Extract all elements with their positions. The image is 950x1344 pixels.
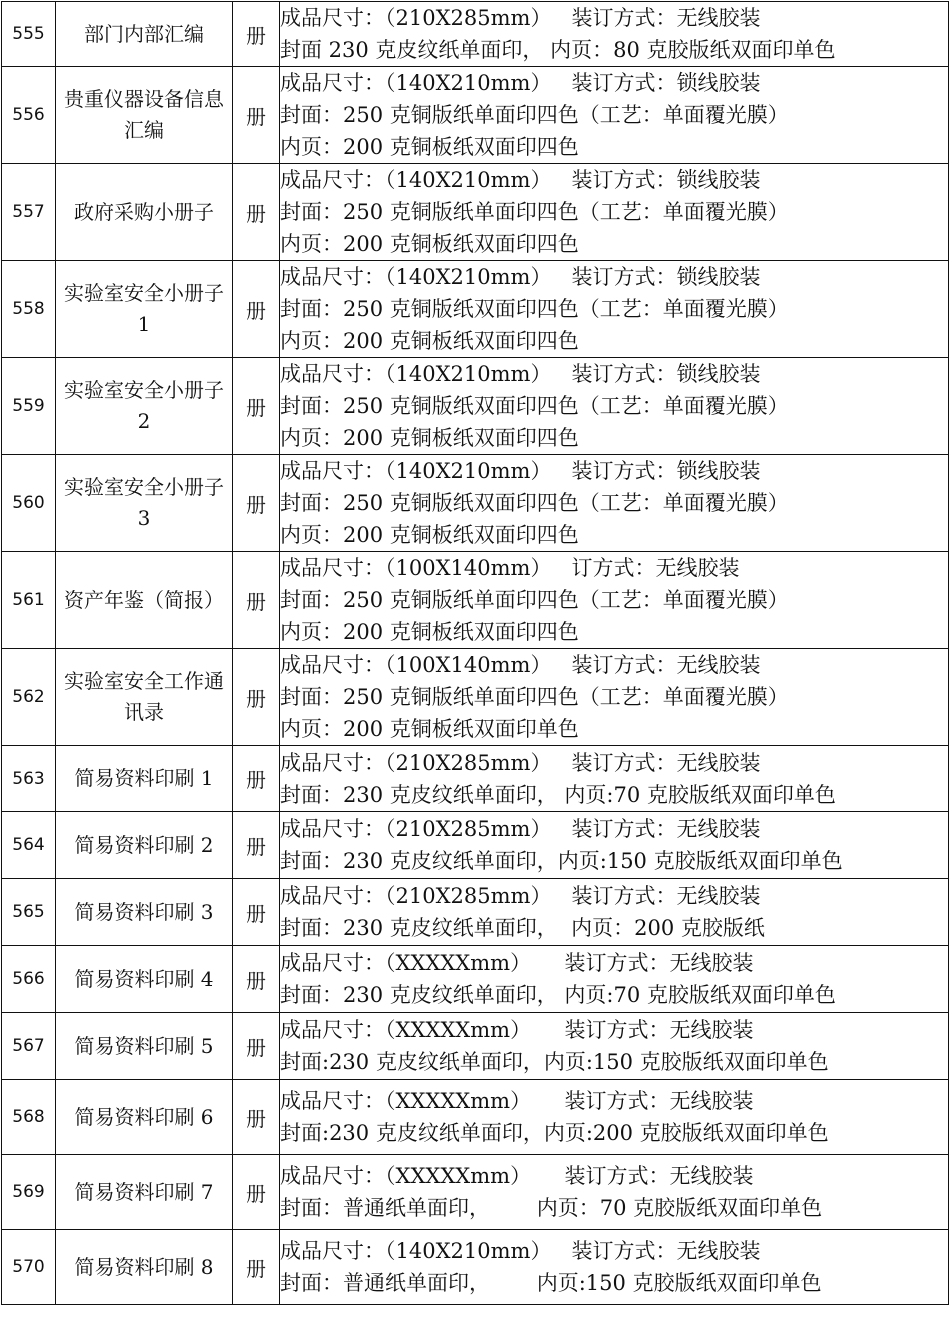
item-name: 实验室安全工作通讯录 bbox=[56, 649, 233, 746]
spec-line: 成品尺寸：（140X210mm） 装订方式：锁线胶装 bbox=[280, 459, 761, 483]
table-row bbox=[2, 946, 949, 1013]
table-row bbox=[2, 879, 949, 946]
table-row bbox=[2, 164, 949, 261]
item-unit: 册 bbox=[233, 1155, 280, 1230]
item-number: 562 bbox=[2, 649, 56, 746]
spec-line: 封面：250 克铜版纸双面印四色（工艺：单面覆光膜） bbox=[280, 297, 789, 321]
item-unit: 册 bbox=[233, 358, 280, 455]
spec-line: 封面：230 克皮纹纸单面印， 内页:70 克胶版纸双面印单色 bbox=[280, 782, 836, 807]
spec-line: 内页：200 克铜板纸双面印四色 bbox=[280, 329, 579, 353]
item-name: 实验室安全小册子 2 bbox=[56, 358, 233, 455]
item-unit: 册 bbox=[233, 1080, 280, 1155]
item-name: 简易资料印刷 7 bbox=[56, 1155, 233, 1230]
spec-line: 封面:230 克皮纹纸单面印，内页:200 克胶版纸双面印单色 bbox=[280, 1121, 829, 1145]
spec-line: 封面：普通纸单面印， 内页：70 克胶版纸双面印单色 bbox=[280, 1196, 823, 1220]
spec-line: 成品尺寸：（210X285mm） 装订方式：无线胶装 bbox=[280, 750, 761, 775]
item-name: 实验室安全小册子 1 bbox=[56, 261, 233, 358]
spec-line: 内页：200 克铜板纸双面印四色 bbox=[280, 620, 579, 644]
table-row bbox=[2, 261, 949, 358]
item-specification bbox=[280, 455, 949, 552]
table-row bbox=[2, 2, 949, 67]
item-specification bbox=[280, 746, 949, 812]
item-number: 559 bbox=[2, 358, 56, 455]
item-name: 实验室安全小册子 3 bbox=[56, 455, 233, 552]
table-row bbox=[2, 455, 949, 552]
print-spec-table bbox=[1, 1, 949, 1305]
item-unit: 册 bbox=[233, 455, 280, 552]
spec-line: 封面：250 克铜版纸单面印四色（工艺：单面覆光膜） bbox=[280, 200, 789, 224]
item-number: 565 bbox=[2, 879, 56, 946]
spec-line: 封面:230 克皮纹纸单面印，内页:150 克胶版纸双面印单色 bbox=[280, 1050, 829, 1074]
spec-line: 成品尺寸：（210X285mm） 装订方式：无线胶装 bbox=[280, 6, 761, 30]
item-number: 570 bbox=[2, 1230, 56, 1305]
item-name: 资产年鉴（简报） bbox=[56, 552, 233, 649]
spec-line: 成品尺寸：（140X210mm） 装订方式：锁线胶装 bbox=[280, 168, 761, 192]
item-number: 558 bbox=[2, 261, 56, 358]
item-specification bbox=[280, 1080, 949, 1155]
item-specification bbox=[280, 552, 949, 649]
item-number: 564 bbox=[2, 812, 56, 879]
spec-line: 成品尺寸：（XXXXXmm） 装订方式：无线胶装 bbox=[280, 1089, 754, 1113]
item-unit: 册 bbox=[233, 812, 280, 879]
spec-line: 成品尺寸：（140X210mm） 装订方式：锁线胶装 bbox=[280, 265, 761, 289]
item-unit: 册 bbox=[233, 2, 280, 67]
item-specification bbox=[280, 879, 949, 946]
item-number: 566 bbox=[2, 946, 56, 1013]
item-name: 政府采购小册子 bbox=[56, 164, 233, 261]
item-name: 简易资料印刷 1 bbox=[56, 746, 233, 812]
spec-line: 成品尺寸：（210X285mm） 装订方式：无线胶装 bbox=[280, 817, 761, 841]
table-row bbox=[2, 552, 949, 649]
table-row bbox=[2, 812, 949, 879]
item-unit: 册 bbox=[233, 552, 280, 649]
item-name: 简易资料印刷 4 bbox=[56, 946, 233, 1013]
item-unit: 册 bbox=[233, 879, 280, 946]
item-number: 563 bbox=[2, 746, 56, 812]
spec-line: 封面：普通纸单面印， 内页:150 克胶版纸双面印单色 bbox=[280, 1271, 822, 1295]
spec-line: 封面：250 克铜版纸双面印四色（工艺：单面覆光膜） bbox=[280, 394, 789, 418]
item-specification bbox=[280, 2, 949, 67]
spec-line: 成品尺寸：（XXXXXmm） 装订方式：无线胶装 bbox=[280, 1018, 754, 1042]
item-name: 简易资料印刷 3 bbox=[56, 879, 233, 946]
table-row bbox=[2, 1230, 949, 1305]
item-unit: 册 bbox=[233, 261, 280, 358]
table-row bbox=[2, 1013, 949, 1080]
item-name: 简易资料印刷 6 bbox=[56, 1080, 233, 1155]
spec-line: 成品尺寸：（210X285mm） 装订方式：无线胶装 bbox=[280, 884, 761, 908]
table-row bbox=[2, 746, 949, 812]
spec-line: 成品尺寸：（XXXXXmm） 装订方式：无线胶装 bbox=[280, 1164, 754, 1188]
item-unit: 册 bbox=[233, 67, 280, 164]
item-specification bbox=[280, 1155, 949, 1230]
item-unit: 册 bbox=[233, 946, 280, 1013]
table-row bbox=[2, 67, 949, 164]
spec-line: 封面：230 克皮纹纸单面印，内页:150 克胶版纸双面印单色 bbox=[280, 849, 843, 873]
spec-line: 内页：200 克铜板纸双面印四色 bbox=[280, 232, 579, 256]
item-specification bbox=[280, 649, 949, 746]
item-name: 部门内部汇编 bbox=[56, 2, 233, 67]
item-number: 567 bbox=[2, 1013, 56, 1080]
item-unit: 册 bbox=[233, 649, 280, 746]
spec-line: 成品尺寸：（100X140mm） 装订方式：无线胶装 bbox=[280, 653, 761, 677]
spec-line: 封面：230 克皮纹纸单面印， 内页：200 克胶版纸 bbox=[280, 916, 765, 940]
item-number: 561 bbox=[2, 552, 56, 649]
spec-line: 封面：250 克铜版纸单面印四色（工艺：单面覆光膜） bbox=[280, 588, 789, 612]
spec-line: 内页：200 克铜板纸双面印四色 bbox=[280, 426, 579, 450]
item-specification bbox=[280, 946, 949, 1013]
spec-line: 内页：200 克铜板纸双面印单色 bbox=[280, 717, 579, 741]
item-specification bbox=[280, 164, 949, 261]
table-row bbox=[2, 1080, 949, 1155]
item-name: 简易资料印刷 5 bbox=[56, 1013, 233, 1080]
spec-line: 封面：250 克铜版纸双面印四色（工艺：单面覆光膜） bbox=[280, 491, 789, 515]
spec-line: 内页：200 克铜板纸双面印四色 bbox=[280, 523, 579, 547]
item-number: 555 bbox=[2, 2, 56, 67]
item-name: 简易资料印刷 8 bbox=[56, 1230, 233, 1305]
item-number: 557 bbox=[2, 164, 56, 261]
item-specification bbox=[280, 261, 949, 358]
spec-line: 成品尺寸：（140X210mm） 装订方式：无线胶装 bbox=[280, 1239, 761, 1263]
item-number: 568 bbox=[2, 1080, 56, 1155]
item-specification bbox=[280, 1013, 949, 1080]
item-number: 569 bbox=[2, 1155, 56, 1230]
table-row bbox=[2, 649, 949, 746]
table-body bbox=[2, 2, 949, 1305]
item-specification bbox=[280, 1230, 949, 1305]
item-number: 560 bbox=[2, 455, 56, 552]
spec-line: 内页：200 克铜板纸双面印四色 bbox=[280, 135, 579, 159]
item-unit: 册 bbox=[233, 164, 280, 261]
item-specification bbox=[280, 358, 949, 455]
spec-line: 封面：250 克铜版纸单面印四色（工艺：单面覆光膜） bbox=[280, 685, 789, 709]
table-row bbox=[2, 358, 949, 455]
item-specification bbox=[280, 67, 949, 164]
spec-line: 成品尺寸：（XXXXXmm） 装订方式：无线胶装 bbox=[280, 951, 754, 975]
item-number: 556 bbox=[2, 67, 56, 164]
spec-line: 成品尺寸：（140X210mm） 装订方式：锁线胶装 bbox=[280, 362, 761, 386]
spec-line: 成品尺寸：（100X140mm） 订方式：无线胶装 bbox=[280, 556, 740, 580]
item-unit: 册 bbox=[233, 746, 280, 812]
spec-line: 封面：230 克皮纹纸单面印， 内页:70 克胶版纸双面印单色 bbox=[280, 983, 836, 1007]
item-name: 贵重仪器设备信息汇编 bbox=[56, 67, 233, 164]
item-unit: 册 bbox=[233, 1013, 280, 1080]
item-unit: 册 bbox=[233, 1230, 280, 1305]
spec-line: 封面：250 克铜版纸单面印四色（工艺：单面覆光膜） bbox=[280, 103, 789, 127]
item-name: 简易资料印刷 2 bbox=[56, 812, 233, 879]
spec-line: 成品尺寸：（140X210mm） 装订方式：锁线胶装 bbox=[280, 71, 761, 95]
item-specification bbox=[280, 812, 949, 879]
spec-line: 封面 230 克皮纹纸单面印， 内页：80 克胶版纸双面印单色 bbox=[280, 38, 836, 62]
table-row bbox=[2, 1155, 949, 1230]
